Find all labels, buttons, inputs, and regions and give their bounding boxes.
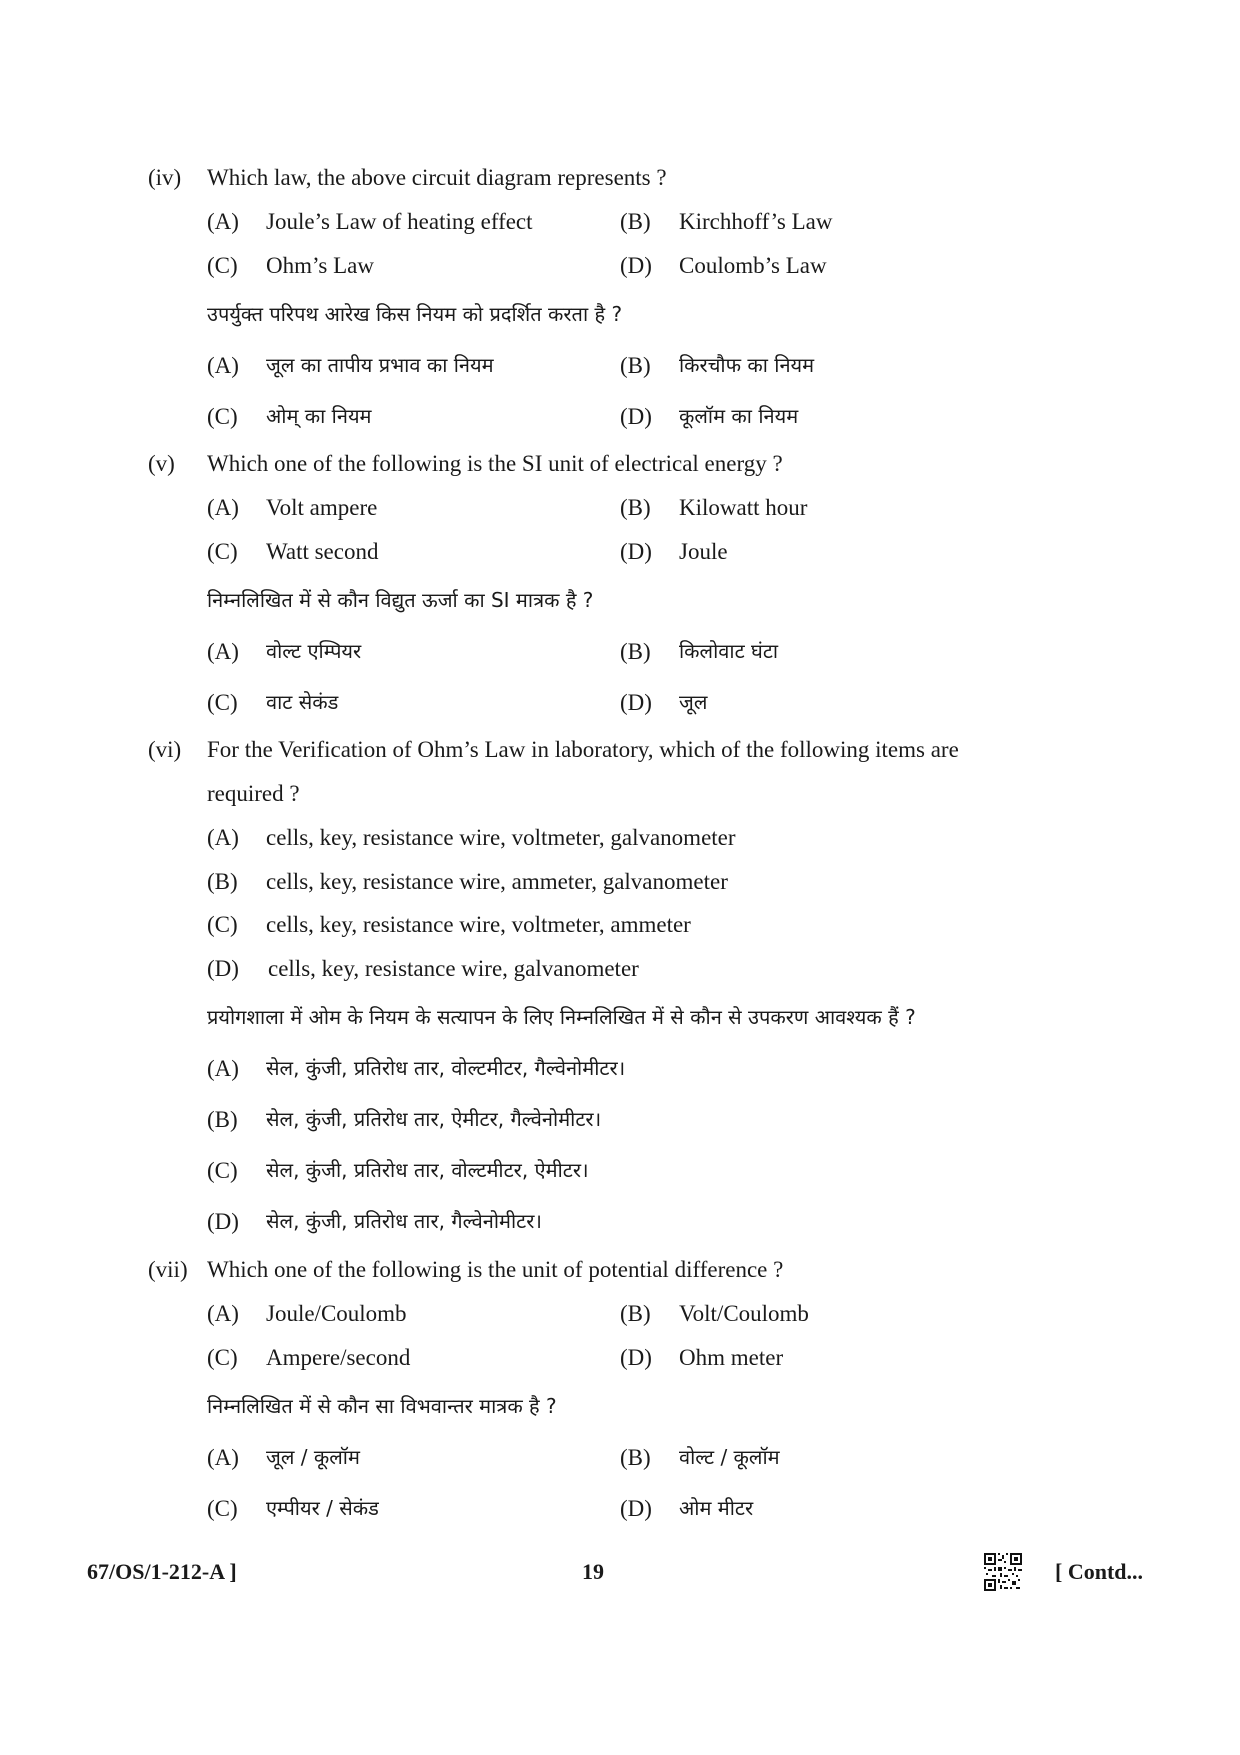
option-label: (A) (207, 495, 239, 520)
question-number: (vi) (148, 737, 182, 762)
question-text-hindi: उपर्युक्त परिपथ आरेख किस नियम को प्रदर्शित करता है ? (207, 302, 623, 326)
option-text-hindi: सेल, कुंजी, प्रतिरोध तार, वोल्टमीटर, ऐमीटर। (266, 1158, 589, 1182)
option-text: Watt second (266, 539, 379, 564)
option-label: (A) (207, 825, 239, 850)
option-label: (B) (207, 869, 238, 894)
option-text: Ampere/second (266, 1345, 411, 1370)
option-label: (A) (207, 1445, 239, 1470)
option-label: (D) (620, 253, 652, 278)
question-text-hindi: प्रयोगशाला में ओम के नियम के सत्यापन के लिए निम्नलिखित में से कौन से उपकरण आवश्यक हैं ? (207, 1005, 916, 1029)
continued-marker: [ Contd... (1055, 1559, 1144, 1584)
option-label: (A) (207, 353, 239, 378)
option-label: (A) (207, 209, 239, 234)
option-text: Joule’s Law of heating effect (266, 209, 533, 234)
question-text: For the Verification of Ohm’s Law in laboratory, which of the following items are (207, 737, 959, 762)
option-text: Kirchhoff’s Law (679, 209, 833, 234)
question-text: Which one of the following is the unit of potential difference ? (207, 1257, 784, 1282)
option-text-hindi: ओम् का नियम (266, 404, 372, 428)
option-text: Joule (679, 539, 728, 564)
option-label: (B) (620, 639, 651, 664)
option-label: (B) (620, 1445, 651, 1470)
option-label: (B) (207, 1107, 238, 1132)
option-label: (D) (620, 1345, 652, 1370)
option-text: cells, key, resistance wire, galvanometer (268, 956, 639, 981)
qr-code-icon (983, 1552, 1023, 1592)
question-number: (v) (148, 451, 175, 476)
option-label: (C) (207, 912, 238, 937)
option-label: (B) (620, 353, 651, 378)
option-label: (B) (620, 495, 651, 520)
option-text-hindi: सेल, कुंजी, प्रतिरोध तार, गैल्वेनोमीटर। (266, 1209, 543, 1233)
option-label: (A) (207, 1301, 239, 1326)
option-label: (D) (620, 539, 652, 564)
option-label: (D) (207, 956, 239, 981)
option-label: (C) (207, 404, 238, 429)
option-text: Joule/Coulomb (266, 1301, 407, 1326)
option-label: (B) (620, 209, 651, 234)
option-text: Ohm’s Law (266, 253, 374, 278)
option-label: (C) (207, 690, 238, 715)
option-text-hindi: सेल, कुंजी, प्रतिरोध तार, ऐमीटर, गैल्वेनोमीटर। (266, 1107, 602, 1131)
option-text-hindi: किलोवाट घंटा (679, 639, 779, 663)
option-label: (D) (620, 404, 652, 429)
question-text-hindi: निम्नलिखित में से कौन विद्युत ऊर्जा का SI मात्रक है ? (207, 588, 594, 612)
option-label: (C) (207, 1158, 238, 1183)
option-label: (C) (207, 1345, 238, 1370)
option-text: Coulomb’s Law (679, 253, 827, 278)
paper-code: 67/OS/1-212-A ] (87, 1559, 237, 1584)
option-text-hindi: सेल, कुंजी, प्रतिरोध तार, वोल्टमीटर, गैल्वेनोमीटर। (266, 1056, 626, 1080)
option-text: Volt/Coulomb (679, 1301, 809, 1326)
option-text-hindi: वाट सेकंड (266, 690, 339, 714)
option-text-hindi: वोल्ट / कूलॉम (679, 1445, 780, 1469)
option-label: (B) (620, 1301, 651, 1326)
option-label: (D) (207, 1209, 239, 1234)
option-text-hindi: जूल (679, 690, 708, 714)
option-text: Ohm meter (679, 1345, 784, 1370)
option-text-hindi: ओम मीटर (679, 1496, 754, 1520)
question-number: (iv) (148, 165, 182, 190)
option-text-hindi: एम्पीयर / सेकंड (266, 1496, 379, 1520)
option-text-hindi: कूलॉम का नियम (679, 404, 799, 428)
question-text-hindi: निम्नलिखित में से कौन सा विभवान्तर मात्रक है ? (207, 1394, 557, 1418)
option-label: (A) (207, 1056, 239, 1081)
option-label: (C) (207, 1496, 238, 1521)
option-text-hindi: जूल / कूलॉम (266, 1445, 360, 1469)
option-label: (D) (620, 1496, 652, 1521)
option-text: cells, key, resistance wire, voltmeter, ammeter (266, 912, 691, 937)
option-text-hindi: जूल का तापीय प्रभाव का नियम (266, 353, 494, 377)
question-text-continued: required ? (207, 781, 300, 806)
page-number: 19 (582, 1559, 604, 1584)
option-text-hindi: वोल्ट एम्पियर (266, 639, 362, 663)
question-text: Which law, the above circuit diagram represents ? (207, 165, 667, 190)
question-number: (vii) (148, 1257, 188, 1282)
option-text: Kilowatt hour (679, 495, 808, 520)
option-text: cells, key, resistance wire, ammeter, galvanometer (266, 869, 728, 894)
option-label: (C) (207, 253, 238, 278)
option-label: (C) (207, 539, 238, 564)
option-text: cells, key, resistance wire, voltmeter, galvanometer (266, 825, 736, 850)
option-text: Volt ampere (266, 495, 378, 520)
option-label: (A) (207, 639, 239, 664)
option-label: (D) (620, 690, 652, 715)
option-text-hindi: किरचौफ का नियम (679, 353, 815, 377)
question-text: Which one of the following is the SI unit of electrical energy ? (207, 451, 783, 476)
